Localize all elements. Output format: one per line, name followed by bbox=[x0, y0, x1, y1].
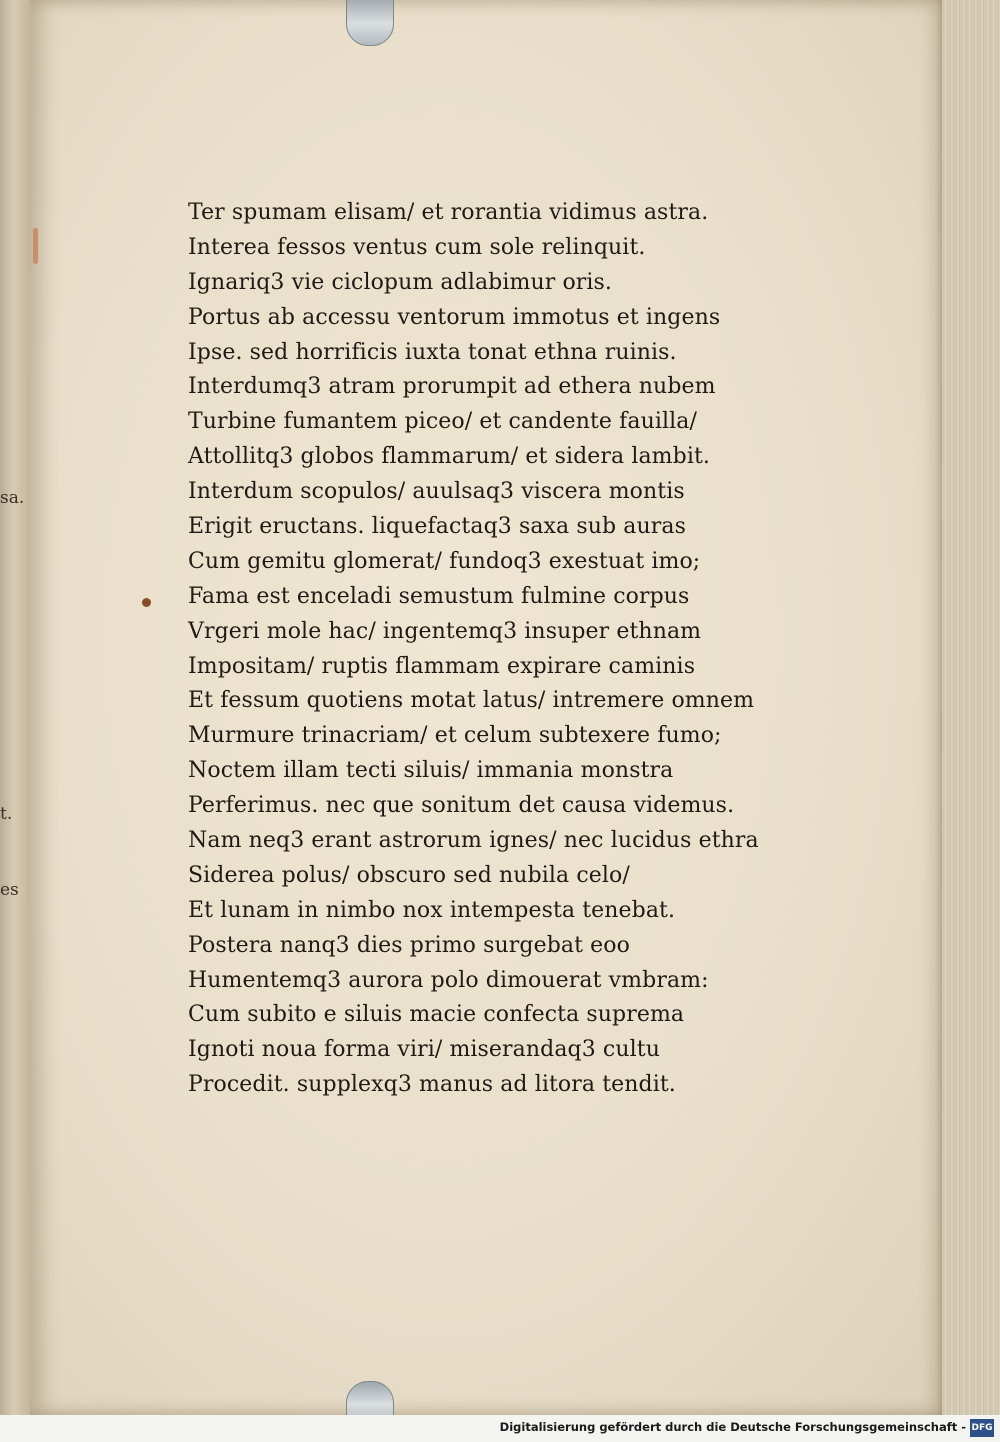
margin-fragment: t. bbox=[0, 804, 13, 824]
page-edge-stain bbox=[33, 228, 38, 264]
verse-line: Fama est enceladi semustum fulmine corpus bbox=[188, 583, 690, 609]
verse-line: Attollitq3 globos flammarum/ et sidera lambit. bbox=[188, 444, 710, 470]
verse-line: Interdumq3 atram prorumpit ad ethera nubem bbox=[188, 374, 716, 400]
verse-line: Interea fessos ventus cum sole relinquit. bbox=[188, 234, 646, 260]
verse-line: Murmure trinacriam/ et celum subtexere fumo; bbox=[188, 723, 722, 749]
verse-line: Et lunam in nimbo nox intempesta tenebat. bbox=[188, 897, 676, 923]
verse-line: Turbine fumantem piceo/ et candente fauilla/ bbox=[188, 409, 697, 435]
verse-line: Perferimus. nec que sonitum det causa videmus. bbox=[188, 793, 735, 819]
verse-line: Vrgeri mole hac/ ingentemq3 insuper ethnam bbox=[188, 618, 702, 644]
verse-line: Noctem illam tecti siluis/ immania monstra bbox=[188, 758, 674, 784]
dfg-logo: DFG bbox=[970, 1419, 994, 1437]
verse-line: Ter spumam elisam/ et rorantia vidimus astra. bbox=[188, 200, 709, 225]
verse-line: Ignoti noua forma viri/ miserandaq3 cultu bbox=[188, 1037, 660, 1063]
verse-line: Cum gemitu glomerat/ fundoq3 exestuat imo; bbox=[188, 548, 701, 574]
verse-line: Procedit. supplexq3 manus ad litora tendit. bbox=[188, 1072, 676, 1098]
page-clip-top bbox=[346, 0, 394, 46]
page-stack-edge bbox=[942, 0, 1000, 1415]
verse-line: Erigit eructans. liquefactaq3 saxa sub auras bbox=[188, 514, 687, 540]
verse-line: Et fessum quotiens motat latus/ intremere omnem bbox=[188, 688, 755, 714]
previous-page-edge bbox=[0, 0, 30, 1415]
margin-fragment: sa. bbox=[0, 488, 25, 508]
verse-text-block bbox=[188, 196, 759, 1103]
verse-line: Siderea polus/ obscuro sed nubila celo/ bbox=[188, 862, 630, 888]
ink-spot bbox=[142, 598, 151, 607]
verse-line: Humentemq3 aurora polo dimouerat vmbram: bbox=[188, 967, 709, 993]
verse-line: Impositam/ ruptis flammam expirare caminis bbox=[188, 653, 696, 679]
verse-line: Ipse. sed horrificis iuxta tonat ethna ruinis. bbox=[188, 339, 677, 365]
verse-line: Portus ab accessu ventorum immotus et ingens bbox=[188, 304, 721, 330]
verse-line: Cum subito e siluis macie confecta suprema bbox=[188, 1002, 685, 1028]
verse-line: Nam neq3 erant astrorum ignes/ nec lucidus ethra bbox=[188, 828, 759, 854]
funding-credit: Digitalisierung gefördert durch die Deutsche Forschungsgemeinschaft - bbox=[499, 1420, 966, 1434]
margin-fragment: es bbox=[0, 880, 19, 900]
verse-line: Postera nanq3 dies primo surgebat eoo bbox=[188, 932, 630, 958]
verse-line: Interdum scopulos/ auulsaq3 viscera montis bbox=[188, 479, 685, 505]
verse-line: Ignariq3 vie ciclopum adlabimur oris. bbox=[188, 269, 613, 295]
